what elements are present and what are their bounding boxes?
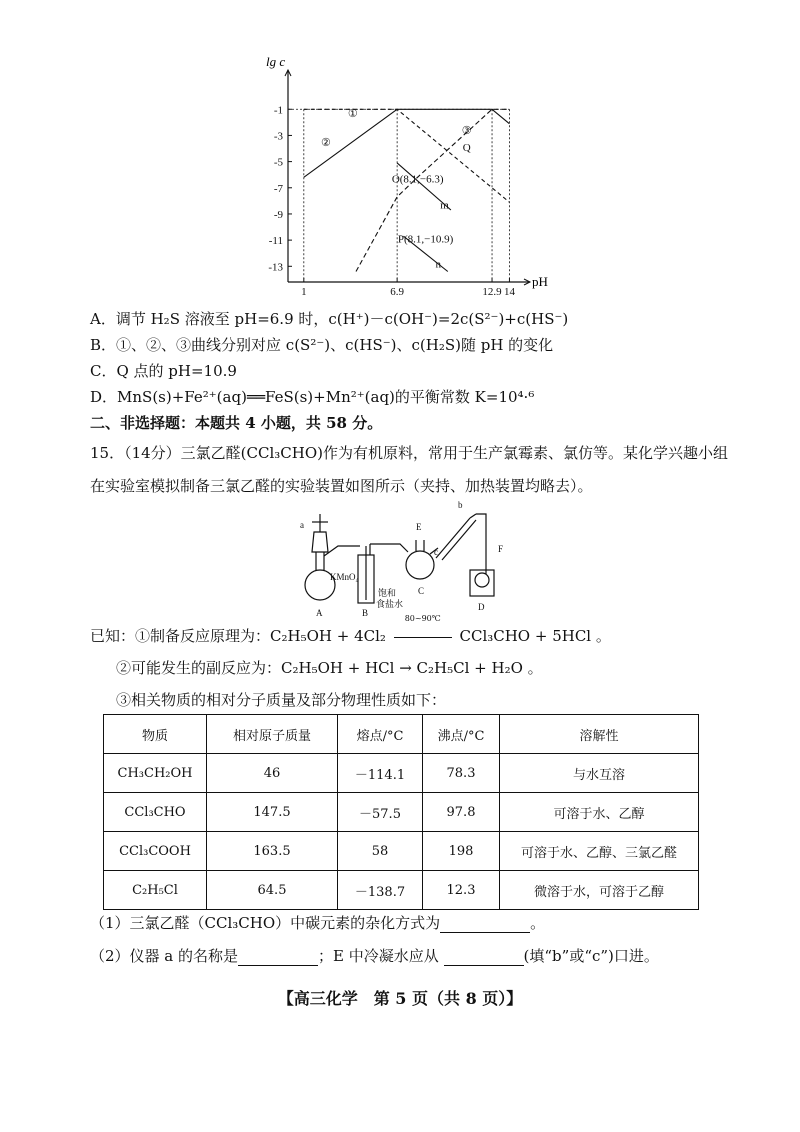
known-2: ②可能发生的副反应为：C₂H₅OH + HCl → C₂H₅Cl + H₂O 。 (116, 659, 543, 677)
label-a: a (300, 520, 304, 530)
known-3: ③相关物质的相对分子质量及部分物理性质如下： (116, 691, 447, 709)
annotation-6: P(8.1,−10.9) (397, 233, 454, 246)
answer-blank-2[interactable] (238, 947, 318, 966)
y-axis-label: lg c (266, 54, 286, 69)
option-d: D．MnS(s)+Fe²⁺(aq)══FeS(s)+Mn²⁺(aq)的平衡常数 K=10⁴·⁶ (90, 388, 535, 406)
annotation-2: ③ (461, 125, 472, 138)
flask-c (406, 540, 438, 579)
section-two-heading: 二、非选择题：本题共 4 小题，共 58 分。 (90, 414, 383, 432)
y-tick-label-6: -13 (268, 261, 283, 274)
y-tick-label-4: -9 (273, 208, 283, 221)
apparatus-diagram (290, 500, 520, 620)
known-1: 已知：①制备反应原理为：C₂H₅OH + 4Cl₂ 80~90℃ CCl₃CHO + 5HCl 。 (90, 614, 611, 645)
answer-blank-3[interactable] (444, 947, 524, 966)
table-row: CH₃CH₂OH 46 －114.1 78.3 与水互溶 (104, 754, 699, 793)
table-row: C₂H₅Cl 64.5 －138.7 12.3 微溶于水，可溶于乙醇 (104, 871, 699, 910)
y-tick-label-5: -11 (268, 235, 283, 248)
x-tick-label-2: 12.9 (482, 286, 502, 298)
series-line-1 (304, 109, 510, 177)
annotation-5: m (440, 199, 449, 212)
label-D: D (478, 602, 485, 612)
table-row: CCl₃COOH 163.5 58 198 可溶于水、乙醇、三氯乙醛 (104, 832, 699, 871)
y-tick-label-3: -7 (273, 182, 283, 195)
label-A: A (316, 608, 323, 618)
label-E: E (416, 522, 422, 532)
label-brine-1: 饱和 (378, 588, 397, 598)
table-row: CCl₃CHO 147.5 －57.5 97.8 可溶于水、乙醇 (104, 793, 699, 832)
question-1: （1）三氯乙醛（CCl₃CHO）中碳元素的杂化方式为 。 (90, 914, 546, 932)
table-header-row (104, 715, 699, 754)
option-b: B．①、②、③曲线分别对应 c(S²⁻)、c(HS⁻)、c(H₂S)随 pH 的变化 (90, 336, 554, 354)
flask-a (305, 514, 360, 600)
label-B: B (362, 608, 369, 618)
property-table (103, 714, 699, 910)
option-c: C．Q 点的 pH=10.9 (90, 362, 237, 380)
label-b: b (458, 500, 463, 510)
page-footer: 【高三化学 第 5 页（共 8 页）】 (277, 989, 523, 1008)
label-kmno4: KMnO₄ (330, 572, 359, 582)
header-melting-point: 熔点/°C (338, 715, 423, 754)
question-2: （2）仪器 a 的名称是 ；E 中冷凝水应从 (填“b”或“c”)口进。 (90, 947, 659, 965)
annotation-0: ① (347, 108, 358, 121)
x-axis-label: pH (532, 274, 548, 289)
label-c: c (434, 547, 438, 557)
annotation-3: Q (462, 142, 471, 155)
beaker-d (470, 556, 494, 596)
header-solubility: 溶解性 (500, 715, 699, 754)
header-molar-mass: 相对原子质量 (207, 715, 338, 754)
x-tick-label-0: 1 (301, 286, 307, 298)
answer-blank-1[interactable] (440, 914, 530, 933)
x-tick-label-1: 6.9 (390, 286, 405, 298)
annotation-4: O(8.1,−6.3) (391, 173, 444, 186)
reaction-condition: 80~90℃ (404, 614, 441, 623)
label-F: F (498, 544, 504, 554)
y-tick-label-1: -3 (273, 130, 283, 143)
annotation-7: n (435, 258, 442, 271)
y-tick-label-0: -1 (273, 104, 283, 117)
question-15-stem: 15．（14分）三氯乙醛(CCl₃CHO)作为有机原料，常用于生产氯霉素、氯仿等。某化学兴趣小组在实验室模拟制备三氯乙醛的实验装置如图所示（夹持、加热装置均略去）。 (90, 444, 729, 495)
label-C: C (418, 586, 425, 596)
annotation-1: ② (321, 136, 331, 149)
option-a: A．调节 H₂S 溶液至 pH=6.9 时，c(H⁺)－c(OH⁻)=2c(S²⁻)+c(HS⁻) (90, 310, 569, 328)
header-substance: 物质 (104, 715, 207, 754)
label-brine-2: 食盐水 (376, 599, 404, 609)
series-line-2 (356, 109, 509, 271)
x-tick-label-3: 14 (503, 286, 515, 298)
condenser-e (436, 514, 486, 560)
y-tick-label-2: -5 (273, 156, 283, 169)
header-boiling-point: 沸点/°C (423, 715, 500, 754)
lgc-ph-chart (250, 50, 550, 298)
